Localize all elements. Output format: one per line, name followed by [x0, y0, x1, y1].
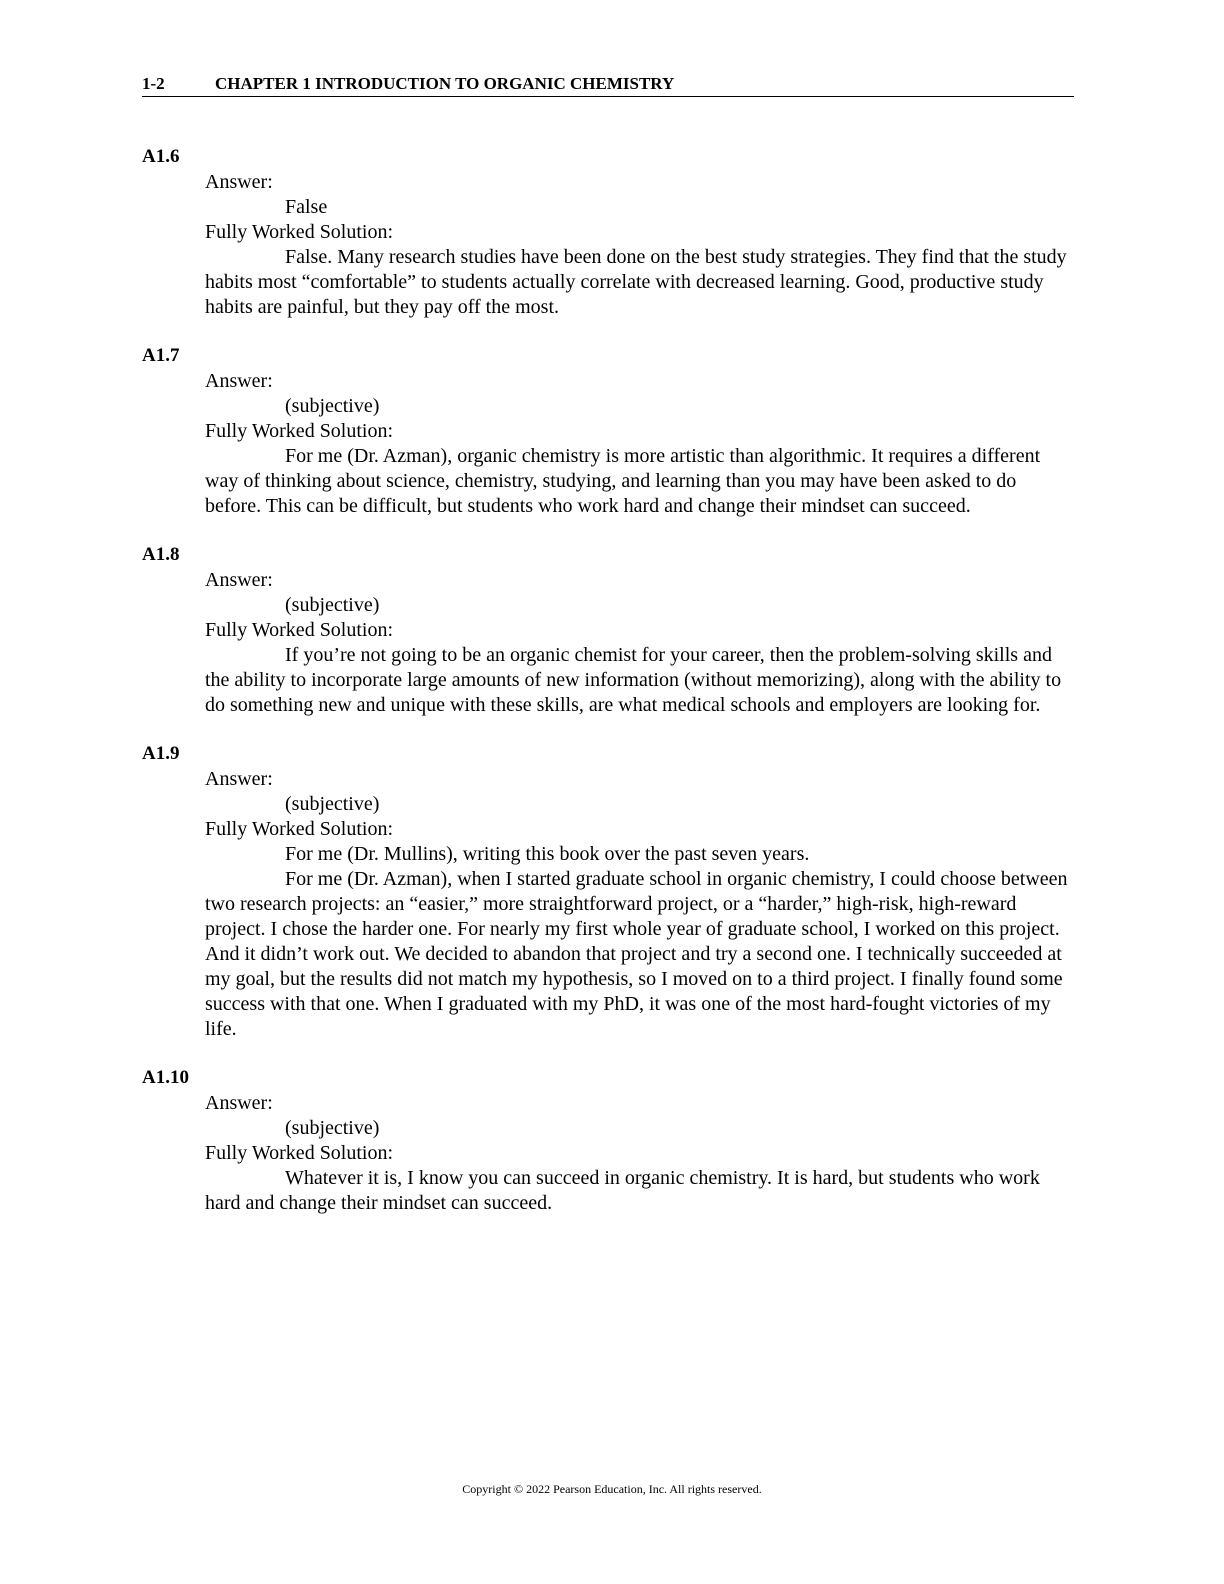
answer-value: (subjective) — [285, 395, 380, 417]
answer-label: Answer: — [205, 370, 273, 392]
answer-id: A1.10 — [142, 1067, 189, 1088]
page-header — [142, 74, 1074, 97]
answer-value: False — [285, 196, 328, 218]
chapter-title: CHAPTER 1 INTRODUCTION TO ORGANIC CHEMISTRY — [215, 74, 675, 93]
answer-label: Answer: — [205, 1092, 273, 1114]
answer-label: Answer: — [205, 569, 273, 591]
answer-value: (subjective) — [285, 594, 380, 616]
solution-paragraph: If you’re not going to be an organic chemist for your career, then the problem-solving skills and the ability to incorporate large amounts of new information (without memorizing), along with the ability to do something new and unique with these skills, are what medical schools and employers are looking for. — [205, 644, 1062, 716]
answer-list — [142, 145, 1074, 1240]
solution-paragraph: For me (Dr. Mullins), writing this book over the past seven years. — [285, 843, 810, 865]
solution-paragraph: For me (Dr. Azman), organic chemistry is more artistic than algorithmic. It requires a different way of thinking about science, chemistry, studying, and learning than you may have been asked to do before. This can be difficult, but students who work hard and change their mindset can succeed. — [205, 445, 1041, 517]
solution-paragraph: False. Many research studies have been done on the best study strategies. They find that the study habits most “comfortable” to students actually correlate with decreased learning. Good, productive study habits are painful, but they pay off the most. — [205, 246, 1067, 318]
solution-paragraph: For me (Dr. Azman), when I started graduate school in organic chemistry, I could choose between two research projects: an “easier,” more straightforward project, or a “harder,” high-risk, high-reward project. I chose the harder one. For nearly my first whole year of graduate school, I worked on this project. And it didn’t work out. We decided to abandon that project and try a second one. I technically succeeded at my goal, but the results did not match my hypothesis, so I moved on to a third project. I finally found some success with that one. When I graduated with my PhD, it was one of the most hard-fought victories of my life. — [205, 868, 1068, 1040]
solution-label: Fully Worked Solution: — [205, 818, 394, 840]
answer-label: Answer: — [205, 768, 273, 790]
page-number: 1-2 — [142, 74, 165, 93]
answer-id: A1.6 — [142, 146, 180, 167]
solution-label: Fully Worked Solution: — [205, 420, 394, 442]
solution-label: Fully Worked Solution: — [205, 1142, 394, 1164]
copyright-footer: Copyright © 2022 Pearson Education, Inc. All rights reserved. — [462, 1482, 762, 1496]
answer-block-a1-7 — [142, 344, 1074, 519]
answer-block-a1-8 — [142, 543, 1074, 718]
answer-block-a1-6 — [142, 145, 1074, 320]
answer-label: Answer: — [205, 171, 273, 193]
answer-value: (subjective) — [285, 1117, 380, 1139]
answer-id: A1.7 — [142, 345, 180, 366]
solution-label: Fully Worked Solution: — [205, 221, 394, 243]
answer-value: (subjective) — [285, 793, 380, 815]
solution-paragraph: Whatever it is, I know you can succeed in organic chemistry. It is hard, but students who work hard and change their mindset can succeed. — [205, 1167, 1040, 1214]
answer-block-a1-9 — [142, 742, 1074, 1042]
answer-block-a1-10 — [142, 1066, 1074, 1216]
solution-label: Fully Worked Solution: — [205, 619, 394, 641]
answer-id: A1.9 — [142, 743, 180, 764]
answer-id: A1.8 — [142, 544, 180, 565]
